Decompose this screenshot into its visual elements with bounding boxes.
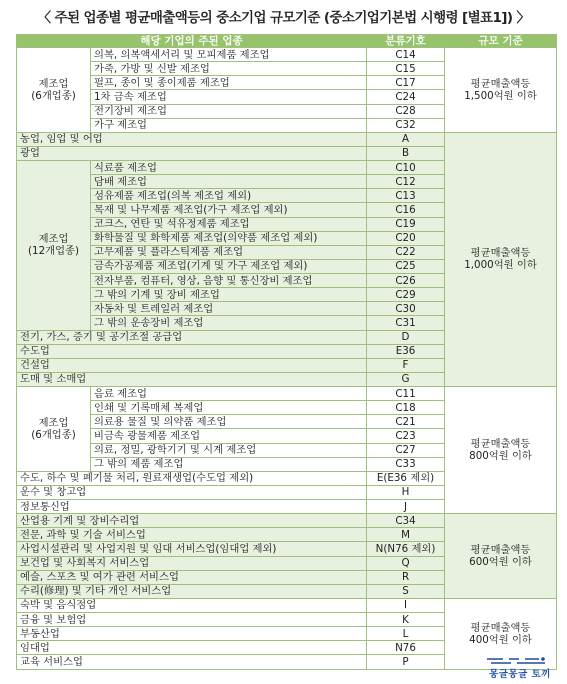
code-cell: C30 [367,302,445,316]
size-standard-cell: 평균매출액등 400억원 이하 [445,598,557,669]
industry-cell: 자동차 및 트레일러 제조업 [91,302,367,316]
code-cell: C21 [367,415,445,429]
category-cell: 제조업 (12개업종) [17,161,91,331]
industry-cell: 수도, 하수 및 폐기물 처리, 원료재생업(수도업 제외) [17,471,367,485]
industry-cell: 전기, 가스, 증기 및 공기조절 공급업 [17,330,367,344]
code-cell: M [367,528,445,542]
code-cell: N76 [367,641,445,655]
table-row [17,132,557,146]
industry-cell: 의료용 물질 및 의약품 제조업 [91,415,367,429]
code-cell: H [367,485,445,499]
code-cell: Q [367,556,445,570]
header-standard: 규모 기준 [445,35,557,48]
industry-cell: 사업시설관리 및 사업지원 및 임대 서비스업(임대업 제외) [17,542,367,556]
industry-cell: 광업 [17,146,367,160]
industry-cell: 의료, 정밀, 광학기기 및 시계 제조업 [91,443,367,457]
code-cell: C23 [367,429,445,443]
watermark-text: 몽글몽글 토끼 [489,669,551,680]
industry-cell: 섬유제품 제조업(의복 제조업 제외) [91,189,367,203]
code-cell: C12 [367,175,445,189]
watermark-logo [478,656,562,682]
code-cell: B [367,146,445,160]
industry-cell: 고무제품 및 플라스틱제품 제조업 [91,245,367,259]
industry-cell: 코크스, 연탄 및 석유정제품 제조업 [91,217,367,231]
industry-cell: 그 밖의 운송장비 제조업 [91,316,367,330]
header-industry: 해당 기업의 주된 업종 [17,35,367,48]
industry-cell: 농업, 임업 및 어업 [17,132,367,146]
code-cell: C33 [367,457,445,471]
industry-cell: 산업용 기계 및 장비수리업 [17,514,367,528]
industry-cell: 비금속 광물제품 제조업 [91,429,367,443]
industry-cell: 금융 및 보험업 [17,613,367,627]
industry-cell: 펄프, 종이 및 종이제품 제조업 [91,76,367,90]
size-criteria-table [16,34,557,670]
industry-cell: 정보통신업 [17,500,367,514]
code-cell: C14 [367,48,445,62]
industry-cell: 운수 및 창고업 [17,485,367,499]
industry-cell: 식료품 제조업 [91,161,367,175]
industry-cell: 의복, 의복액세서리 및 모피제품 제조업 [91,48,367,62]
industry-cell: 부동산업 [17,627,367,641]
industry-cell: 인쇄 및 기록매체 복제업 [91,401,367,415]
code-cell: C17 [367,76,445,90]
industry-cell: 수리(修理) 및 기타 개인 서비스업 [17,584,367,598]
code-cell: C24 [367,90,445,104]
industry-cell: 그 밖의 제품 제조업 [91,457,367,471]
industry-cell: 도매 및 소매업 [17,372,367,386]
code-cell: S [367,584,445,598]
size-standard-cell: 평균매출액등 1,500억원 이하 [445,48,557,133]
industry-cell: 전자부품, 컴퓨터, 영상, 음향 및 통신장비 제조업 [91,274,367,288]
code-cell: P [367,655,445,670]
industry-cell: 예술, 스포츠 및 여가 관련 서비스업 [17,570,367,584]
code-cell: C18 [367,401,445,415]
code-cell: N(N76 제외) [367,542,445,556]
table-row [17,598,557,612]
industry-cell: 건설업 [17,358,367,372]
industry-cell: 1차 금속 제조업 [91,90,367,104]
code-cell: C28 [367,104,445,118]
table-row [17,48,557,62]
code-cell: C20 [367,231,445,245]
code-cell: E36 [367,344,445,358]
table-row [17,387,557,401]
code-cell: E(E36 제외) [367,471,445,485]
code-cell: C29 [367,288,445,302]
industry-cell: 보건업 및 사회복지 서비스업 [17,556,367,570]
code-cell: C31 [367,316,445,330]
wave-icon [485,656,555,666]
industry-cell: 전기장비 제조업 [91,104,367,118]
table-header-row [17,35,557,48]
industry-cell: 임대업 [17,641,367,655]
size-standard-cell: 평균매출액등 1,000억원 이하 [445,132,557,386]
code-cell: C13 [367,189,445,203]
industry-cell: 담배 제조업 [91,175,367,189]
size-standard-cell: 평균매출액등 600억원 이하 [445,514,557,599]
page-title: 〈 주된 업종별 평균매출액등의 중소기업 규모기준 (중소기업기본법 시행령 [별표1]) 〉 [37,10,530,26]
industry-cell: 가구 제조업 [91,118,367,132]
code-cell: C16 [367,203,445,217]
code-cell: I [367,598,445,612]
header-code: 분류기호 [367,35,445,48]
code-cell: C27 [367,443,445,457]
category-cell: 제조업 (6개업종) [17,387,91,472]
industry-cell: 숙박 및 음식점업 [17,598,367,612]
industry-cell: 가죽, 가방 및 신발 제조업 [91,62,367,76]
code-cell: G [367,372,445,386]
code-cell: F [367,358,445,372]
code-cell: L [367,627,445,641]
code-cell: C15 [367,62,445,76]
code-cell: C26 [367,274,445,288]
code-cell: R [367,570,445,584]
code-cell: C19 [367,217,445,231]
code-cell: C10 [367,161,445,175]
table-row [17,514,557,528]
industry-cell: 금속가공제품 제조업(기계 및 가구 제조업 제외) [91,259,367,273]
code-cell: C32 [367,118,445,132]
code-cell: C22 [367,245,445,259]
industry-cell: 교육 서비스업 [17,655,367,670]
industry-cell: 전문, 과학 및 기술 서비스업 [17,528,367,542]
category-cell: 제조업 (6개업종) [17,48,91,133]
code-cell: C11 [367,387,445,401]
size-standard-cell: 평균매출액등 800억원 이하 [445,387,557,514]
industry-cell: 화학물질 및 화학제품 제조업(의약품 제조업 제외) [91,231,367,245]
industry-cell: 목재 및 나무제품 제조업(가구 제조업 제외) [91,203,367,217]
code-cell: C25 [367,259,445,273]
industry-cell: 음료 제조업 [91,387,367,401]
code-cell: K [367,613,445,627]
industry-cell: 그 밖의 기계 및 장비 제조업 [91,288,367,302]
industry-cell: 수도업 [17,344,367,358]
code-cell: C34 [367,514,445,528]
code-cell: D [367,330,445,344]
code-cell: A [367,132,445,146]
code-cell: J [367,500,445,514]
